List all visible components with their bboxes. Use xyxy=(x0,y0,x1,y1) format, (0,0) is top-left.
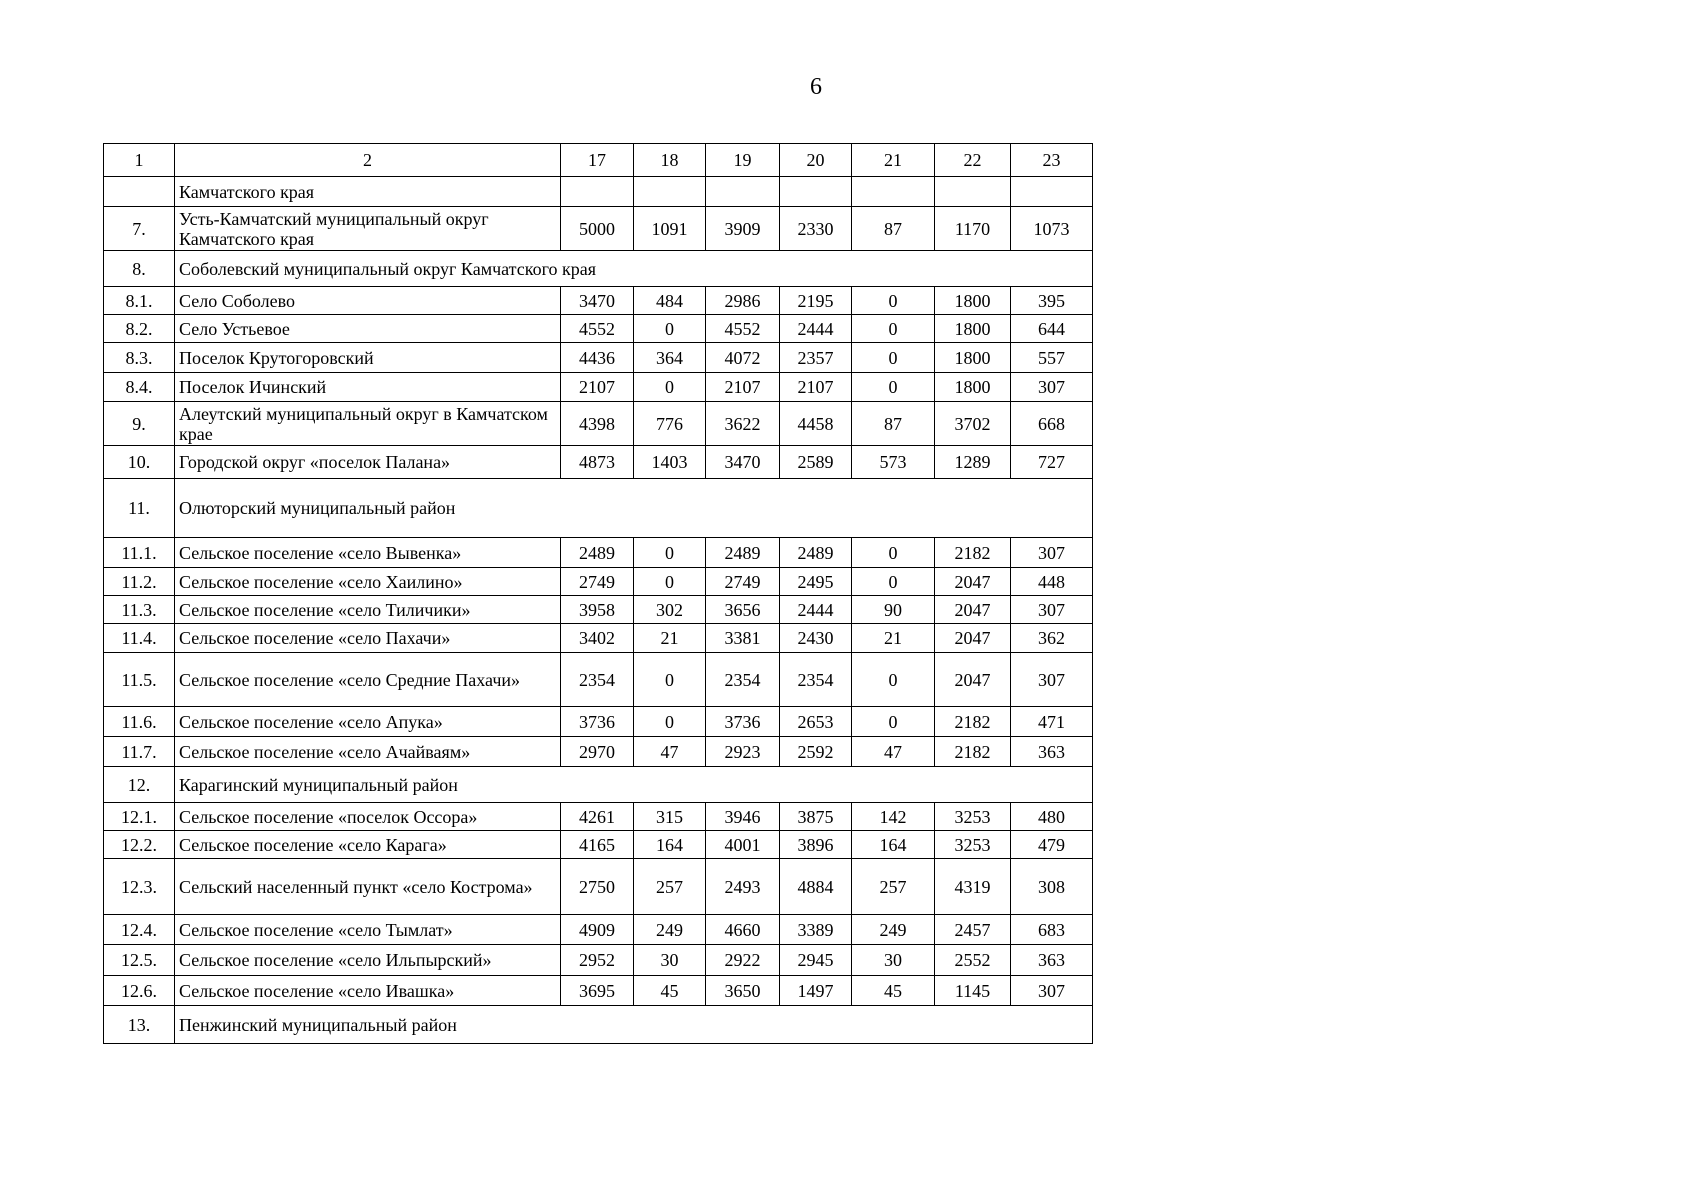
row-name: Поселок Ичинский xyxy=(175,373,561,402)
value-cell: 307 xyxy=(1011,538,1093,568)
row-name: Алеутский муниципальный округ в Камчатском крае xyxy=(175,402,561,446)
section-title: Соболевский муниципальный округ Камчатского края xyxy=(175,251,1093,287)
row-number: 10. xyxy=(104,446,175,479)
table-row xyxy=(104,707,1093,737)
value-cell: 2493 xyxy=(706,859,780,915)
table-row xyxy=(104,737,1093,767)
value-cell xyxy=(935,177,1011,207)
value-cell: 3736 xyxy=(561,707,634,737)
value-cell: 1170 xyxy=(935,207,1011,251)
row-name: Усть-Камчатский муниципальный округ Камчатского края xyxy=(175,207,561,251)
value-cell: 3389 xyxy=(780,915,852,945)
value-cell: 315 xyxy=(634,803,706,831)
value-cell: 142 xyxy=(852,803,935,831)
row-number: 9. xyxy=(104,402,175,446)
value-cell: 2653 xyxy=(780,707,852,737)
value-cell: 0 xyxy=(634,373,706,402)
row-number: 8.4. xyxy=(104,373,175,402)
row-number: 11.3. xyxy=(104,596,175,624)
value-cell: 257 xyxy=(634,859,706,915)
value-cell: 2589 xyxy=(780,446,852,479)
value-cell: 2923 xyxy=(706,737,780,767)
table-row xyxy=(104,177,1093,207)
value-cell: 3695 xyxy=(561,976,634,1006)
row-number: 11.6. xyxy=(104,707,175,737)
value-cell xyxy=(852,177,935,207)
value-cell: 2444 xyxy=(780,315,852,343)
row-number xyxy=(104,177,175,207)
table-row xyxy=(104,287,1093,315)
row-name: Село Устьевое xyxy=(175,315,561,343)
value-cell: 2047 xyxy=(935,596,1011,624)
value-cell: 3946 xyxy=(706,803,780,831)
value-cell: 2922 xyxy=(706,945,780,976)
value-cell: 47 xyxy=(634,737,706,767)
value-cell: 2330 xyxy=(780,207,852,251)
value-cell: 644 xyxy=(1011,315,1093,343)
value-cell: 2970 xyxy=(561,737,634,767)
value-cell: 0 xyxy=(852,287,935,315)
value-cell: 0 xyxy=(634,315,706,343)
value-cell: 1289 xyxy=(935,446,1011,479)
value-cell: 249 xyxy=(634,915,706,945)
value-cell: 0 xyxy=(634,568,706,596)
row-number: 8.1. xyxy=(104,287,175,315)
row-name: Сельское поселение «село Тиличики» xyxy=(175,596,561,624)
value-cell: 0 xyxy=(852,315,935,343)
value-cell: 4165 xyxy=(561,831,634,859)
value-cell: 47 xyxy=(852,737,935,767)
table-row xyxy=(104,402,1093,446)
row-number: 8. xyxy=(104,251,175,287)
table-row xyxy=(104,568,1093,596)
row-number: 11.1. xyxy=(104,538,175,568)
value-cell: 307 xyxy=(1011,653,1093,707)
value-cell: 3650 xyxy=(706,976,780,1006)
value-cell: 395 xyxy=(1011,287,1093,315)
data-table xyxy=(103,143,1093,1044)
value-cell xyxy=(780,177,852,207)
table-row xyxy=(104,207,1093,251)
table-row xyxy=(104,446,1093,479)
value-cell: 3622 xyxy=(706,402,780,446)
value-cell: 0 xyxy=(634,653,706,707)
value-cell: 5000 xyxy=(561,207,634,251)
table-row xyxy=(104,859,1093,915)
value-cell: 480 xyxy=(1011,803,1093,831)
value-cell: 4660 xyxy=(706,915,780,945)
row-number: 8.3. xyxy=(104,343,175,373)
value-cell: 0 xyxy=(852,373,935,402)
value-cell: 302 xyxy=(634,596,706,624)
value-cell: 4436 xyxy=(561,343,634,373)
table-row xyxy=(104,373,1093,402)
table-row xyxy=(104,803,1093,831)
value-cell: 2749 xyxy=(561,568,634,596)
row-number: 11.7. xyxy=(104,737,175,767)
value-cell: 683 xyxy=(1011,915,1093,945)
value-cell: 1145 xyxy=(935,976,1011,1006)
value-cell: 2986 xyxy=(706,287,780,315)
row-name: Сельское поселение «село Пахачи» xyxy=(175,624,561,653)
value-cell: 307 xyxy=(1011,373,1093,402)
value-cell: 3253 xyxy=(935,831,1011,859)
value-cell: 0 xyxy=(852,568,935,596)
section-row xyxy=(104,479,1093,538)
value-cell: 448 xyxy=(1011,568,1093,596)
value-cell: 2495 xyxy=(780,568,852,596)
value-cell: 479 xyxy=(1011,831,1093,859)
value-cell xyxy=(706,177,780,207)
value-cell: 4261 xyxy=(561,803,634,831)
value-cell: 4909 xyxy=(561,915,634,945)
value-cell: 30 xyxy=(852,945,935,976)
value-cell: 164 xyxy=(852,831,935,859)
value-cell: 87 xyxy=(852,207,935,251)
value-cell: 727 xyxy=(1011,446,1093,479)
row-name: Сельское поселение «село Ильпырский» xyxy=(175,945,561,976)
value-cell: 21 xyxy=(852,624,935,653)
row-number: 11.2. xyxy=(104,568,175,596)
row-name: Сельское поселение «село Вывенка» xyxy=(175,538,561,568)
row-number: 12.6. xyxy=(104,976,175,1006)
value-cell: 308 xyxy=(1011,859,1093,915)
value-cell: 1073 xyxy=(1011,207,1093,251)
section-row xyxy=(104,1006,1093,1044)
value-cell: 364 xyxy=(634,343,706,373)
row-name: Городской округ «поселок Палана» xyxy=(175,446,561,479)
value-cell: 3875 xyxy=(780,803,852,831)
row-name: Сельское поселение «село Карага» xyxy=(175,831,561,859)
header-cell: 1 xyxy=(104,144,175,177)
value-cell: 2195 xyxy=(780,287,852,315)
value-cell: 471 xyxy=(1011,707,1093,737)
value-cell: 2592 xyxy=(780,737,852,767)
table-row xyxy=(104,915,1093,945)
value-cell: 3909 xyxy=(706,207,780,251)
value-cell: 776 xyxy=(634,402,706,446)
row-name: Сельское поселение «поселок Оссора» xyxy=(175,803,561,831)
value-cell: 3253 xyxy=(935,803,1011,831)
row-name: Сельское поселение «село Тымлат» xyxy=(175,915,561,945)
value-cell: 2354 xyxy=(561,653,634,707)
value-cell: 3896 xyxy=(780,831,852,859)
value-cell: 1403 xyxy=(634,446,706,479)
table-row xyxy=(104,624,1093,653)
page-number-text: 6 xyxy=(810,74,822,100)
value-cell: 249 xyxy=(852,915,935,945)
header-row xyxy=(104,144,1093,177)
value-cell: 2107 xyxy=(780,373,852,402)
row-name: Сельское поселение «село Ивашка» xyxy=(175,976,561,1006)
value-cell: 2182 xyxy=(935,707,1011,737)
row-name: Село Соболево xyxy=(175,287,561,315)
row-number: 11.5. xyxy=(104,653,175,707)
value-cell: 2749 xyxy=(706,568,780,596)
value-cell: 307 xyxy=(1011,596,1093,624)
value-cell: 3958 xyxy=(561,596,634,624)
value-cell: 3702 xyxy=(935,402,1011,446)
value-cell: 2952 xyxy=(561,945,634,976)
value-cell: 87 xyxy=(852,402,935,446)
value-cell: 668 xyxy=(1011,402,1093,446)
row-name: Сельское поселение «село Ачайваям» xyxy=(175,737,561,767)
row-name: Сельское поселение «село Хаилино» xyxy=(175,568,561,596)
row-number: 12.2. xyxy=(104,831,175,859)
value-cell: 3470 xyxy=(561,287,634,315)
value-cell: 0 xyxy=(852,653,935,707)
value-cell: 0 xyxy=(634,538,706,568)
value-cell: 45 xyxy=(634,976,706,1006)
header-cell: 18 xyxy=(634,144,706,177)
value-cell: 1091 xyxy=(634,207,706,251)
table-row xyxy=(104,831,1093,859)
row-name: Поселок Крутогоровский xyxy=(175,343,561,373)
value-cell: 2354 xyxy=(780,653,852,707)
row-name: Сельский населенный пункт «село Кострома» xyxy=(175,859,561,915)
header-cell: 19 xyxy=(706,144,780,177)
header-cell: 21 xyxy=(852,144,935,177)
value-cell: 4398 xyxy=(561,402,634,446)
header-cell: 17 xyxy=(561,144,634,177)
value-cell xyxy=(1011,177,1093,207)
value-cell: 30 xyxy=(634,945,706,976)
header-cell: 23 xyxy=(1011,144,1093,177)
value-cell: 45 xyxy=(852,976,935,1006)
value-cell: 4001 xyxy=(706,831,780,859)
value-cell: 2182 xyxy=(935,538,1011,568)
row-name: Сельское поселение «село Средние Пахачи» xyxy=(175,653,561,707)
row-number: 8.2. xyxy=(104,315,175,343)
value-cell: 2945 xyxy=(780,945,852,976)
value-cell: 21 xyxy=(634,624,706,653)
value-cell: 2182 xyxy=(935,737,1011,767)
value-cell: 573 xyxy=(852,446,935,479)
value-cell: 4319 xyxy=(935,859,1011,915)
row-number: 12.4. xyxy=(104,915,175,945)
value-cell: 4458 xyxy=(780,402,852,446)
value-cell: 1800 xyxy=(935,343,1011,373)
value-cell: 4552 xyxy=(706,315,780,343)
value-cell: 257 xyxy=(852,859,935,915)
section-row xyxy=(104,251,1093,287)
value-cell: 4552 xyxy=(561,315,634,343)
value-cell: 2107 xyxy=(706,373,780,402)
value-cell: 2047 xyxy=(935,568,1011,596)
value-cell: 557 xyxy=(1011,343,1093,373)
section-title: Олюторский муниципальный район xyxy=(175,479,1093,538)
value-cell: 0 xyxy=(852,343,935,373)
value-cell: 362 xyxy=(1011,624,1093,653)
value-cell: 2047 xyxy=(935,624,1011,653)
row-number: 12.3. xyxy=(104,859,175,915)
value-cell: 1800 xyxy=(935,315,1011,343)
value-cell xyxy=(634,177,706,207)
value-cell: 2444 xyxy=(780,596,852,624)
table-row xyxy=(104,343,1093,373)
value-cell: 3656 xyxy=(706,596,780,624)
table-row xyxy=(104,653,1093,707)
table-row xyxy=(104,976,1093,1006)
row-number: 13. xyxy=(104,1006,175,1044)
header-cell: 22 xyxy=(935,144,1011,177)
value-cell: 1800 xyxy=(935,373,1011,402)
table-row xyxy=(104,538,1093,568)
table-row xyxy=(104,315,1093,343)
row-number: 12.5. xyxy=(104,945,175,976)
value-cell: 3470 xyxy=(706,446,780,479)
value-cell: 4072 xyxy=(706,343,780,373)
value-cell: 2489 xyxy=(780,538,852,568)
value-cell: 2457 xyxy=(935,915,1011,945)
value-cell: 2357 xyxy=(780,343,852,373)
value-cell: 3736 xyxy=(706,707,780,737)
value-cell: 2489 xyxy=(561,538,634,568)
table-row xyxy=(104,945,1093,976)
row-number: 11.4. xyxy=(104,624,175,653)
value-cell: 2430 xyxy=(780,624,852,653)
page-number xyxy=(0,74,1697,101)
header-cell: 20 xyxy=(780,144,852,177)
value-cell: 2750 xyxy=(561,859,634,915)
section-title: Карагинский муниципальный район xyxy=(175,767,1093,803)
value-cell: 363 xyxy=(1011,945,1093,976)
row-name: Сельское поселение «село Апука» xyxy=(175,707,561,737)
value-cell: 2552 xyxy=(935,945,1011,976)
value-cell: 2489 xyxy=(706,538,780,568)
value-cell: 3381 xyxy=(706,624,780,653)
value-cell: 484 xyxy=(634,287,706,315)
value-cell: 4873 xyxy=(561,446,634,479)
row-number: 12.1. xyxy=(104,803,175,831)
header-cell: 2 xyxy=(175,144,561,177)
value-cell: 0 xyxy=(852,707,935,737)
value-cell: 1497 xyxy=(780,976,852,1006)
value-cell: 2354 xyxy=(706,653,780,707)
value-cell: 164 xyxy=(634,831,706,859)
value-cell: 4884 xyxy=(780,859,852,915)
section-title: Пенжинский муниципальный район xyxy=(175,1006,1093,1044)
row-number: 12. xyxy=(104,767,175,803)
value-cell: 307 xyxy=(1011,976,1093,1006)
section-row xyxy=(104,767,1093,803)
value-cell: 363 xyxy=(1011,737,1093,767)
row-number: 11. xyxy=(104,479,175,538)
value-cell: 0 xyxy=(852,538,935,568)
value-cell: 2047 xyxy=(935,653,1011,707)
value-cell: 90 xyxy=(852,596,935,624)
row-name: Камчатского края xyxy=(175,177,561,207)
value-cell: 1800 xyxy=(935,287,1011,315)
value-cell: 3402 xyxy=(561,624,634,653)
row-number: 7. xyxy=(104,207,175,251)
value-cell: 0 xyxy=(634,707,706,737)
value-cell: 2107 xyxy=(561,373,634,402)
value-cell xyxy=(561,177,634,207)
table-row xyxy=(104,596,1093,624)
